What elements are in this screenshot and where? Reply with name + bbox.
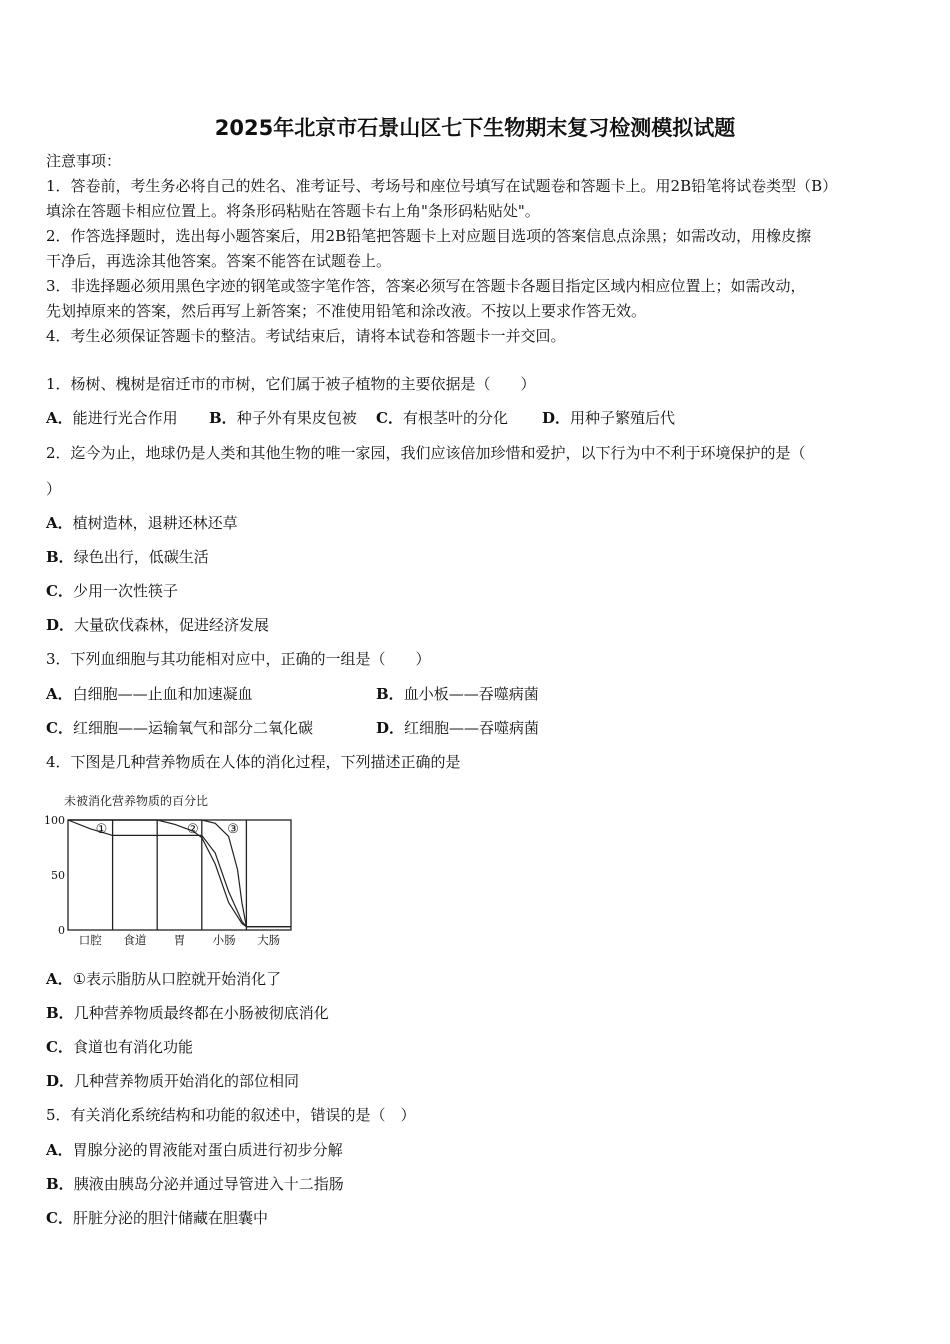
q5-option-a — [46, 1140, 343, 1160]
option-key: A． — [46, 970, 73, 988]
q3-option-c — [46, 718, 313, 738]
notice-heading: 注意事项： — [46, 152, 122, 170]
option-key: A． — [46, 685, 73, 703]
q2-option-d — [46, 615, 269, 635]
series-label: ① — [95, 822, 108, 837]
option-text: 肝脏分泌的胆汁储藏在胆囊中 — [72, 1209, 268, 1227]
x-tick-label: 食道 — [123, 933, 147, 947]
option-text: 胃腺分泌的胃液能对蛋白质进行初步分解 — [72, 1141, 343, 1159]
option-text: 白细胞——止血和加速凝血 — [72, 685, 253, 703]
notice-line: 3．非选择题必须用黑色字迹的钢笔或签字笔作答，答案必须写在答题卡各题目指定区域内相应位置上；如需改动， — [46, 277, 806, 295]
option-text: 大量砍伐森林，促进经济发展 — [74, 616, 270, 634]
option-key: A． — [46, 409, 73, 427]
notice-line: 1．答卷前，考生务必将自己的姓名、准考证号、考场号和座位号填写在试题卷和答题卡上。用2B铅笔将试卷类型（B） — [46, 177, 838, 195]
option-key: D． — [542, 409, 571, 427]
question-stem-3: 3．下列血细胞与其功能相对应中，正确的一组是（ ） — [46, 650, 431, 668]
q1-option-a: 能进行光合作用 — [72, 409, 178, 427]
q4-option-d — [46, 1071, 299, 1091]
option-key: A． — [46, 1141, 73, 1159]
option-key: C． — [46, 582, 73, 600]
series-label: ② — [187, 822, 199, 837]
x-tick-label: 口腔 — [78, 933, 102, 947]
option-text: 植树造林，退耕还林还草 — [72, 514, 238, 532]
chart-series — [68, 820, 291, 927]
y-ticks — [44, 814, 65, 937]
option-key: D． — [46, 616, 75, 634]
question-stem-5: 5．有关消化系统结构和功能的叙述中，错误的是（ ） — [46, 1106, 416, 1124]
x-tick-label: 胃 — [173, 933, 186, 947]
option-key: D． — [376, 719, 405, 737]
q1-option-b: 种子外有果皮包被 — [236, 409, 357, 427]
option-text: 几种营养物质最终都在小肠被彻底消化 — [73, 1004, 329, 1022]
q3-option-d — [376, 718, 539, 738]
option-key: B． — [376, 685, 404, 703]
q3-option-b — [376, 684, 539, 704]
option-text: 红细胞——吞噬病菌 — [404, 719, 540, 737]
q1-option-c: 有根茎叶的分化 — [402, 409, 508, 427]
question-stem-2: 2．迄今为止，地球仍是人类和其他生物的唯一家园，我们应该倍加珍惜和爱护，以下行为中不利于环境保护的是（ — [46, 444, 806, 462]
q1-options — [46, 408, 676, 428]
q2-option-b — [46, 547, 209, 567]
y-tick-label: 50 — [51, 869, 65, 882]
notice-line: 4．考生必须保证答题卡的整洁。考试结束后，请将本试卷和答题卡一并交回。 — [46, 327, 566, 345]
q2-option-a — [46, 513, 238, 533]
question-stem-1: 1．杨树、槐树是宿迁市的市树，它们属于被子植物的主要依据是（ ） — [46, 375, 536, 393]
y-tick-label: 100 — [44, 814, 65, 827]
x-tick-label: 大肠 — [257, 933, 281, 947]
page-title: 2025年北京市石景山区七下生物期末复习检测模拟试题 — [214, 116, 736, 140]
x-tick-labels — [79, 933, 281, 947]
question-stem-4: 4．下图是几种营养物质在人体的消化过程，下列描述正确的是 — [46, 753, 461, 771]
y-tick-label: 0 — [58, 924, 65, 937]
series-label: ③ — [227, 822, 239, 837]
option-key: C． — [46, 1038, 73, 1056]
option-text: 少用一次性筷子 — [72, 582, 178, 600]
q4-option-a — [46, 969, 281, 989]
q3-option-a — [46, 684, 253, 704]
option-key: C． — [46, 1209, 73, 1227]
q5-option-b — [46, 1174, 344, 1194]
option-key: B． — [46, 1004, 74, 1022]
option-text: 食道也有消化功能 — [72, 1038, 193, 1056]
option-key: C． — [46, 719, 73, 737]
question-stem-2-end: ） — [46, 480, 62, 498]
digestion-chart — [44, 790, 304, 950]
option-text: 血小板——吞噬病菌 — [403, 685, 539, 703]
option-key: D． — [46, 1072, 75, 1090]
option-text: 几种营养物质开始消化的部位相同 — [74, 1072, 300, 1090]
option-key: B． — [46, 1175, 74, 1193]
option-text: ①表示脂肪从口腔就开始消化了 — [72, 970, 282, 988]
option-text: 绿色出行，低碳生活 — [73, 548, 209, 566]
notice-line: 干净后，再选涂其他答案。答案不能答在试题卷上。 — [46, 252, 392, 270]
chart-title: 未被消化营养物质的百分比 — [64, 794, 209, 808]
q4-option-b — [46, 1003, 329, 1023]
notice-line: 2．作答选择题时，选出每小题答案后，用2B铅笔把答题卡上对应题目选项的答案信息点涂黑；如需改动，用橡皮擦 — [46, 227, 812, 245]
q4-option-c — [46, 1037, 193, 1057]
option-key: B． — [209, 409, 237, 427]
option-text: 胰液由胰岛分泌并通过导管进入十二指肠 — [73, 1175, 344, 1193]
notice-line: 填涂在答题卡相应位置上。将条形码粘贴在答题卡右上角"条形码粘贴处"。 — [46, 202, 540, 220]
option-text: 红细胞——运输氧气和部分二氧化碳 — [72, 719, 313, 737]
q2-option-c — [46, 581, 178, 601]
q5-option-c — [46, 1208, 268, 1228]
q1-option-d: 用种子繁殖后代 — [570, 409, 676, 427]
x-tick-label: 小肠 — [212, 933, 236, 947]
option-key: A． — [46, 514, 73, 532]
option-key: C． — [376, 409, 403, 427]
option-key: B． — [46, 548, 74, 566]
notice-line: 先划掉原来的答案，然后再写上新答案；不准使用铅笔和涂改液。不按以上要求作答无效。 — [46, 302, 647, 320]
